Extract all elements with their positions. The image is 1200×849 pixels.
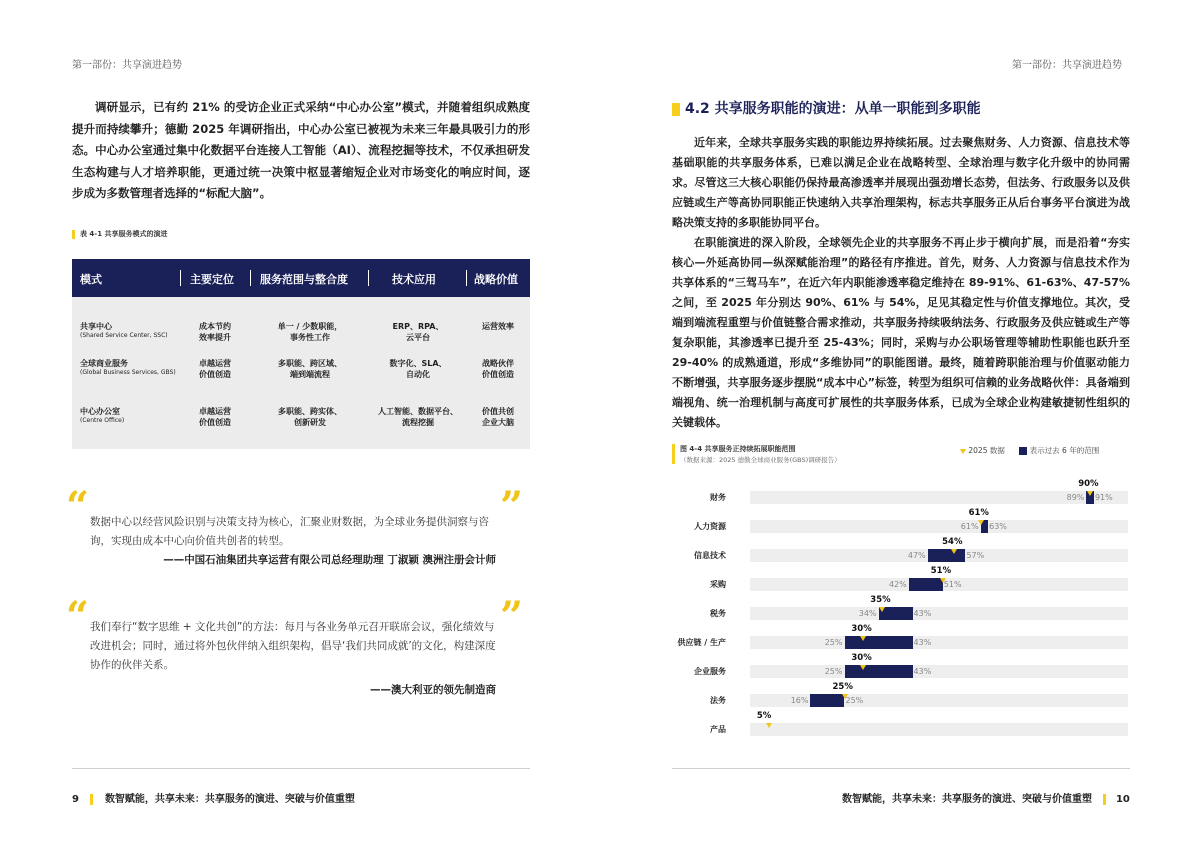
chart-row xyxy=(672,652,1130,681)
range-min-label: 61% xyxy=(960,522,979,531)
current-marker xyxy=(860,665,866,670)
heading-marker xyxy=(672,103,680,116)
row-background xyxy=(750,607,1128,620)
legend-current-icon xyxy=(960,449,966,454)
quote-2-attribution: ——澳大利亚的领先制造商 xyxy=(370,684,496,696)
th-divider xyxy=(368,270,369,286)
range-min-label: 25% xyxy=(824,638,843,647)
function-chart xyxy=(672,440,1130,740)
section-heading xyxy=(672,98,981,118)
caption-marker xyxy=(672,444,675,464)
current-value-label: 30% xyxy=(851,653,872,663)
quote-2-text: 我们奉行“数字思维 + 文化共创”的方法：每月与各业务单元召开联席会议，强化绩效与改进机会；同时，通过将外包伙伴纳入组织架构，倡导‘我们共同成就’的文化，构建深度协作的伙伴关系。 xyxy=(90,621,496,671)
current-value-label: 90% xyxy=(1078,479,1099,489)
chart-row xyxy=(672,507,1130,536)
table-cell: 人工智能、数据平台、 流程挖掘 xyxy=(378,407,458,427)
chart-row xyxy=(672,536,1130,565)
table-header-row xyxy=(72,259,530,297)
table-cell: 卓越运营 价值创造 xyxy=(199,359,231,379)
chart-title-text: 图 4-4 共享服务正持续拓展职能范围 xyxy=(680,445,796,453)
th-divider xyxy=(180,270,181,286)
range-min-label: 16% xyxy=(790,696,809,705)
range-max-label: 25% xyxy=(845,696,864,705)
current-value-label: 25% xyxy=(832,682,853,692)
range-bar xyxy=(909,578,943,591)
range-max-label: 51% xyxy=(943,580,962,589)
right-running-header: 第一部份：共享演进趋势 xyxy=(1012,60,1122,71)
legend-current-label: 2025 数据 xyxy=(968,446,1005,455)
range-bar xyxy=(845,636,913,649)
current-marker xyxy=(978,520,984,525)
footer-marker xyxy=(1103,794,1106,805)
current-value-label: 51% xyxy=(930,566,952,576)
chart-title xyxy=(672,444,680,464)
current-marker xyxy=(766,723,772,728)
category-label: 采购 xyxy=(710,580,726,589)
footer-title: 数智赋能，共享未来：共享服务的演进、突破与价值重塑 xyxy=(842,794,1092,805)
left-intro-paragraph xyxy=(72,97,530,205)
footer-title: 数智赋能，共享未来：共享服务的演进、突破与价值重塑 xyxy=(104,794,355,805)
current-marker xyxy=(879,607,885,612)
chart-row xyxy=(672,681,1130,710)
th-position: 主要定位 xyxy=(190,273,234,286)
range-max-label: 63% xyxy=(989,522,1007,531)
right-footer-rule xyxy=(672,768,1130,769)
current-marker xyxy=(951,549,957,554)
table-cell: 多职能、跨区域、 端到端流程 xyxy=(278,359,342,379)
chart-row xyxy=(672,710,1130,739)
table-cell: ERP、RPA、 云平台 xyxy=(392,322,444,342)
caption-marker xyxy=(72,230,75,239)
th-divider xyxy=(250,270,251,286)
table-caption-text: 表 4-1 共享服务模式的演进 xyxy=(80,230,168,238)
close-quote-icon: ” xyxy=(500,593,524,640)
category-label: 产品 xyxy=(710,725,726,734)
row-background xyxy=(750,636,1128,649)
right-body xyxy=(672,133,1130,433)
right-footer xyxy=(842,790,1130,805)
table-row: 中心办公室 (Centre Office) xyxy=(80,407,125,424)
section-title: 4.2 共享服务职能的演进：从单一职能到多职能 xyxy=(685,101,981,117)
table-cell: 成本节约 效率提升 xyxy=(199,322,231,342)
range-max-label: 43% xyxy=(913,609,932,618)
range-bar xyxy=(810,694,844,707)
quote-1-text: 数据中心以经营风险识别与决策支持为核心，汇聚业财数据，为全球业务提供洞察与咨询，实现由成本中心向价值共创者的转型。 xyxy=(90,516,489,547)
category-label: 税务 xyxy=(710,609,726,618)
range-max-label: 57% xyxy=(966,551,985,560)
current-marker xyxy=(860,636,866,641)
category-label: 法务 xyxy=(710,696,726,705)
range-min-label: 47% xyxy=(907,551,926,560)
left-footer xyxy=(72,790,355,805)
th-divider xyxy=(466,270,467,286)
range-min-label: 42% xyxy=(888,580,907,589)
current-value-label: 61% xyxy=(968,508,989,518)
chart-row xyxy=(672,623,1130,652)
open-quote-icon: “ xyxy=(66,483,90,530)
quote-1-attribution: ——中国石油集团共享运营有限公司总经理助理 丁淑颖 澳洲注册会计师 xyxy=(163,554,496,566)
th-mode: 模式 xyxy=(80,273,102,286)
table-cell: 价值共创 企业大脑 xyxy=(482,407,514,427)
left-running-header: 第一部份：共享演进趋势 xyxy=(72,60,182,71)
open-quote-icon: “ xyxy=(66,593,90,640)
table-cell: 卓越运营 价值创造 xyxy=(199,407,231,427)
page-number: 9 xyxy=(72,794,79,805)
table-cell: 数字化、SLA、 自动化 xyxy=(389,359,447,379)
intro-text: 调研显示，已有约 21% 的受访企业正式采纳“中心办公室”模式，并随着组织成熟度提升而持续攀升；德勤 2025 年调研指出，中心办公室已被视为未来三年最具吸引力的形态。中心办公室通过集中化数据平台连接人工智能（AI）、流程挖掘等技术，不仅承担研发生态构建与人才培养职能，更通过统一决策中枢显著缩短企业对市场变化的响应时间，逐步成为多数管理者选择的“标配大脑”。 xyxy=(72,100,530,200)
current-value-label: 30% xyxy=(851,624,872,634)
footer-marker xyxy=(90,794,93,805)
range-bar xyxy=(928,549,966,562)
current-value-label: 35% xyxy=(870,595,891,605)
th-scope: 服务范围与整合度 xyxy=(260,273,348,286)
range-max-label: 91% xyxy=(1094,493,1113,502)
category-label: 供应链 / 生产 xyxy=(677,638,726,647)
table-body xyxy=(72,297,530,449)
page-number: 10 xyxy=(1115,794,1130,805)
chart-row xyxy=(672,478,1130,507)
category-label: 企业服务 xyxy=(694,667,726,676)
legend-range-label: 表示过去 6 年的范围 xyxy=(1029,446,1100,455)
category-label: 人力资源 xyxy=(694,522,726,531)
row-background xyxy=(750,723,1128,736)
table-cell: 运营效率 xyxy=(482,322,514,331)
table-cell: 单一 / 少数职能， 事务性工作 xyxy=(277,322,343,342)
range-min-label: 25% xyxy=(824,667,843,676)
paragraph-1: 近年来，全球共享服务实践的职能边界持续拓展。过去聚焦财务、人力资源、信息技术等基础职能的共享服务体系，已难以满足企业在战略转型、全球治理与数字化升级中的协同需求。尽管这三大核心职能仍保持最高渗透率并展现出强劲增长态势，但法务、行政服务以及供应链或生产等高协同职能正快速纳入共享治理架构，标志共享服务正从后台事务平台演进为战略决策支持的多职能协同平台。 xyxy=(672,136,1130,229)
th-value: 战略价值 xyxy=(474,273,518,286)
current-marker xyxy=(1087,491,1093,496)
table-cell: 多职能、跨实体、 创新研发 xyxy=(278,407,342,427)
range-min-label: 34% xyxy=(858,609,877,618)
current-marker xyxy=(940,578,946,583)
table-cell: 战略伙伴 价值创造 xyxy=(482,359,514,379)
chart-row xyxy=(672,594,1130,623)
current-value-label: 54% xyxy=(942,537,963,547)
row-background xyxy=(750,665,1128,678)
current-value-label: 5% xyxy=(756,711,772,721)
chart-subtitle: （数据来源：2025 德勤全球商业服务(GBS)调研报告） xyxy=(680,456,841,464)
table-caption xyxy=(72,229,168,239)
range-max-label: 43% xyxy=(913,638,932,647)
range-min-label: 89% xyxy=(1066,493,1085,502)
current-marker xyxy=(842,694,848,699)
category-label: 信息技术 xyxy=(694,551,726,560)
paragraph-2: 在职能演进的深入阶段，全球领先企业的共享服务不再止步于横向扩展，而是沿着“夯实核心—外延高协同—纵深赋能治理”的路径有序推进。首先，财务、人力资源与信息技术作为共享体系的“三驾马车”，在近六年内职能渗透率稳定维持在 89-91%、61-63%、47-57% 之间，至 2025 年分别达 90%、61% 与 54%，足见其稳定性与价值支撑地位。其次，受端到端流程重塑与价值链整合需求推动，共享服务持续吸纳法务、行政服务及供应链或生产等复杂职能，其渗透率已提升至 25-43%；同时，采购与办公职场管理等辅助性职能也跃升至 29-40% 的成熟通道，形成“多维协同”的职能图谱。最终，随着跨职能治理与价值驱动能力不断增强，共享服务逐步摆脱“成本中心”标签，转型为组织可信赖的业务战略伙伴：具备端到端视角、统一治理机制与高度可扩展性的共享服务体系，已成为全球企业构建敏捷韧性组织的关键载体。 xyxy=(672,236,1130,429)
table-row: 全球商业服务 (Global Business Services, GBS) xyxy=(80,359,176,376)
range-bar xyxy=(845,665,913,678)
category-label: 财务 xyxy=(710,493,726,502)
range-max-label: 43% xyxy=(913,667,932,676)
left-footer-rule xyxy=(72,768,530,769)
th-tech: 技术应用 xyxy=(392,273,436,286)
chart-legend xyxy=(960,445,1099,456)
table-row: 共享中心 (Shared Service Center, SSC) xyxy=(80,322,168,339)
chart-plot-area xyxy=(672,478,1130,738)
row-background xyxy=(750,520,1128,533)
chart-row xyxy=(672,565,1130,594)
close-quote-icon: ” xyxy=(500,483,524,530)
legend-range-icon xyxy=(1019,447,1027,455)
